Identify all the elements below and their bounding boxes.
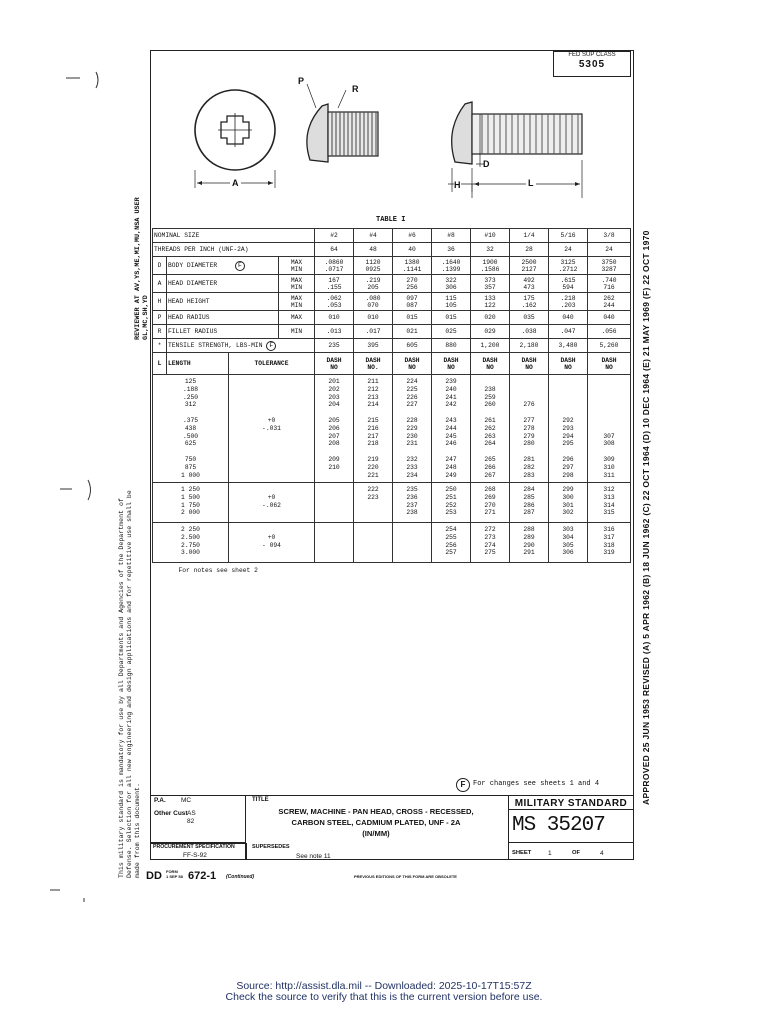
head-radius-row bbox=[153, 311, 631, 325]
dash-header: DASH NO bbox=[588, 353, 631, 375]
ms-number: MS 35207 bbox=[512, 814, 605, 837]
title-label: TITLE bbox=[252, 797, 269, 803]
dash-header: DASH NO bbox=[315, 353, 354, 375]
row-symbol: A bbox=[153, 275, 167, 293]
value-cell: 015 bbox=[393, 311, 432, 325]
value-cell: 040 bbox=[588, 311, 631, 325]
value-cell: 2500 2127 bbox=[510, 257, 549, 275]
length-group-row bbox=[153, 375, 631, 483]
row-symbol: L bbox=[153, 353, 167, 375]
dash-cell: 222 223 bbox=[354, 483, 393, 523]
value-cell: 5,260 bbox=[588, 339, 631, 353]
value-cell: 1900 .1586 bbox=[471, 257, 510, 275]
supersedes-value: See note 11 bbox=[296, 853, 331, 860]
sheet-label: SHEET bbox=[512, 850, 532, 856]
ms-block bbox=[508, 795, 634, 843]
value-cell: .219 205 bbox=[354, 275, 393, 293]
value-cell: 029 bbox=[471, 325, 510, 339]
proc-spec-label: PROCUREMENT SPECIFICATION bbox=[153, 844, 235, 850]
value-cell: .013 bbox=[315, 325, 354, 339]
dash-cell bbox=[393, 523, 432, 563]
length-header-row bbox=[153, 353, 631, 375]
fsc-value: 5305 bbox=[578, 59, 606, 70]
length-header: LENGTH bbox=[167, 353, 229, 375]
value-cell: 021 bbox=[393, 325, 432, 339]
dash-header: DASH NO bbox=[393, 353, 432, 375]
value-cell: 492 473 bbox=[510, 275, 549, 293]
fsc-label: FED SUP CLASS bbox=[568, 52, 616, 58]
custodian-list: REVIEWER AT AV,YS,ME,MI,MU,NSA USER GL,MC,SH,YD bbox=[134, 197, 150, 340]
tensile-row bbox=[153, 339, 631, 353]
row-maxmin: MIN bbox=[279, 325, 315, 339]
row-symbol: * bbox=[153, 339, 167, 353]
label-l: L bbox=[528, 178, 534, 188]
value-cell: 322 306 bbox=[432, 275, 471, 293]
dash-cell bbox=[315, 483, 354, 523]
row-maxmin: MAX MIN bbox=[279, 257, 315, 275]
dash-cell: 250 251 252 253 bbox=[432, 483, 471, 523]
of-label: OF bbox=[572, 850, 581, 856]
value-cell: .038 bbox=[510, 325, 549, 339]
row-label: HEAD HEIGHT bbox=[167, 293, 279, 311]
notes-reference: For notes see sheet 2 bbox=[178, 567, 258, 574]
size-cell: 1/4 bbox=[510, 229, 549, 243]
dash-cell: 224 225 226 227 228 229 230 231 232 233 234 bbox=[393, 375, 432, 483]
label-a: A bbox=[232, 178, 239, 188]
threads-label: THREADS PER INCH (UNF-2A) bbox=[153, 243, 315, 257]
value-cell: .080 070 bbox=[354, 293, 393, 311]
value-cell: 097 087 bbox=[393, 293, 432, 311]
row-symbol: R bbox=[153, 325, 167, 339]
supersedes-label: SUPERSEDES bbox=[252, 844, 290, 850]
dash-header: DASH NO. bbox=[354, 353, 393, 375]
row-symbol: P bbox=[153, 311, 167, 325]
value-cell: 270 256 bbox=[393, 275, 432, 293]
body-diameter-label: BODY DIAMETER bbox=[168, 261, 218, 269]
dash-cell: 284 285 286 287 bbox=[510, 483, 549, 523]
label-p: P bbox=[298, 76, 305, 86]
row-label: FILLET RADIUS bbox=[167, 325, 279, 339]
other-cust-label: Other Cust bbox=[154, 810, 188, 817]
threads-cell: 48 bbox=[354, 243, 393, 257]
pa-value: MC bbox=[181, 797, 192, 804]
dash-cell: 211 212 213 214 215 216 217 218 219 220 221 bbox=[354, 375, 393, 483]
pa-label: P.A. bbox=[154, 797, 166, 804]
verify-line: Check the source to verify that this is the current version before use. bbox=[225, 991, 543, 1003]
value-cell: 3125 .2712 bbox=[549, 257, 588, 275]
value-cell: 175 .162 bbox=[510, 293, 549, 311]
value-cell: .047 bbox=[549, 325, 588, 339]
value-cell: 025 bbox=[432, 325, 471, 339]
length-values: 2 250 2.500 2.750 3.000 bbox=[153, 523, 229, 563]
threads-cell: 64 bbox=[315, 243, 354, 257]
tolerance-value: +0 -.062 bbox=[229, 483, 315, 523]
dash-cell: 272 273 274 275 bbox=[471, 523, 510, 563]
change-f-symbol: F bbox=[235, 261, 245, 271]
value-cell: .218 .203 bbox=[549, 293, 588, 311]
value-cell: 3,480 bbox=[549, 339, 588, 353]
value-cell: 010 bbox=[315, 311, 354, 325]
value-cell: .615 594 bbox=[549, 275, 588, 293]
value-cell: 010 bbox=[354, 311, 393, 325]
size-cell: #2 bbox=[315, 229, 354, 243]
value-cell: 395 bbox=[354, 339, 393, 353]
dash-cell: 307 308 309 310 311 bbox=[588, 375, 631, 483]
threads-cell: 24 bbox=[549, 243, 588, 257]
row-maxmin: MAX MIN bbox=[279, 293, 315, 311]
mandatory-statement: This military standard is mandatory for use by all Departments and Agencies of the Department of Defense. Selection for all new engineering and design applications and for repetitive use shall be made from this document. bbox=[118, 490, 142, 878]
dimensions-table bbox=[152, 228, 631, 585]
row-maxmin: MAX MIN bbox=[279, 275, 315, 293]
head-diameter-row bbox=[153, 275, 631, 293]
dash-cell: 268 269 270 271 bbox=[471, 483, 510, 523]
label-h: H bbox=[454, 180, 461, 190]
dash-cell bbox=[315, 523, 354, 563]
body-diameter-row bbox=[153, 257, 631, 275]
tolerance-value: +0 -.031 bbox=[229, 375, 315, 483]
value-cell: .056 bbox=[588, 325, 631, 339]
dash-cell: 303 304 305 306 bbox=[549, 523, 588, 563]
tensile-label: TENSILE STRENGTH, LBS-MIN bbox=[168, 341, 263, 349]
table-title: TABLE I bbox=[376, 216, 406, 224]
row-label bbox=[167, 339, 315, 353]
size-cell: #10 bbox=[471, 229, 510, 243]
dash-cell: 316 317 318 319 bbox=[588, 523, 631, 563]
divider bbox=[508, 843, 509, 860]
divider bbox=[246, 843, 247, 860]
change-symbol-f: F bbox=[456, 778, 470, 792]
dash-header: DASH NO bbox=[510, 353, 549, 375]
dash-cell: 276 277 278 279 280 281 282 283 bbox=[510, 375, 549, 483]
threads-cell: 32 bbox=[471, 243, 510, 257]
value-cell: 133 122 bbox=[471, 293, 510, 311]
revision-history: APPROVED 25 JUN 1953 REVISED (A) 5 APR 1962 (B) 18 JUN 1962 (C) 22 OCT 1964 (D) 10 DEC 1964 (E) 21 MAY 1969 (F) 22 OCT 1970 bbox=[641, 230, 651, 805]
fillet-radius-row bbox=[153, 325, 631, 339]
dash-header: DASH NO bbox=[471, 353, 510, 375]
value-cell: 1120 0925 bbox=[354, 257, 393, 275]
label-r: R bbox=[352, 84, 359, 94]
value-cell: .017 bbox=[354, 325, 393, 339]
dash-cell: 254 255 256 257 bbox=[432, 523, 471, 563]
value-cell: 015 bbox=[432, 311, 471, 325]
threads-row bbox=[153, 243, 631, 257]
proc-spec-value: FF-S-92 bbox=[183, 852, 207, 859]
other-cust-value: AS 82 bbox=[187, 810, 196, 825]
title-line-1: SCREW, MACHINE - PAN HEAD, CROSS - RECESSED, bbox=[278, 807, 474, 816]
proc-spec-block bbox=[150, 843, 246, 860]
size-cell: #4 bbox=[354, 229, 393, 243]
changes-note: For changes see sheets 1 and 4 bbox=[473, 780, 600, 788]
size-cell: #8 bbox=[432, 229, 471, 243]
value-cell: 040 bbox=[549, 311, 588, 325]
notes-row bbox=[153, 563, 631, 586]
value-cell: 880 bbox=[432, 339, 471, 353]
row-symbol: H bbox=[153, 293, 167, 311]
size-cell: 5/16 bbox=[549, 229, 588, 243]
dash-cell: 201 202 203 204 205 206 207 208 209 210 bbox=[315, 375, 354, 483]
row-maxmin: MAX bbox=[279, 311, 315, 325]
value-cell: .740 716 bbox=[588, 275, 631, 293]
value-cell: 1,200 bbox=[471, 339, 510, 353]
dash-cell: 312 313 314 315 bbox=[588, 483, 631, 523]
dash-cell: 288 289 290 291 bbox=[510, 523, 549, 563]
source-line: Source: http://assist.dla.mil -- Downloaded: 2025-10-17T15:57Z bbox=[236, 980, 532, 992]
value-cell: .1640 .1399 bbox=[432, 257, 471, 275]
change-f-symbol: F bbox=[266, 341, 276, 351]
dash-cell: 299 300 301 302 bbox=[549, 483, 588, 523]
military-standard-label: MILITARY STANDARD bbox=[514, 798, 628, 809]
pa-block bbox=[150, 795, 246, 843]
value-cell: .0860 .0717 bbox=[315, 257, 354, 275]
threads-cell: 36 bbox=[432, 243, 471, 257]
form-id: DD bbox=[146, 870, 162, 882]
length-values: 1 250 1 500 1 750 2 000 bbox=[153, 483, 229, 523]
size-row bbox=[153, 229, 631, 243]
title-line-2: CARBON STEEL, CADMIUM PLATED, UNF - 2A bbox=[291, 818, 461, 827]
form-continued: (Continued) bbox=[226, 874, 255, 880]
value-cell: 605 bbox=[393, 339, 432, 353]
value-cell: 2,180 bbox=[510, 339, 549, 353]
value-cell: 035 bbox=[510, 311, 549, 325]
title-line-3: (IN/MM) bbox=[362, 829, 390, 838]
form-number: 672-1 bbox=[188, 870, 217, 882]
dash-cell: 292 293 294 295 296 297 298 bbox=[549, 375, 588, 483]
dash-header: DASH NO bbox=[549, 353, 588, 375]
row-label bbox=[167, 257, 279, 275]
value-cell: 373 357 bbox=[471, 275, 510, 293]
size-header: NOMINAL SIZE bbox=[153, 229, 315, 243]
dash-cell: 238 259 260 261 262 263 264 265 266 267 bbox=[471, 375, 510, 483]
dash-header: DASH NO bbox=[432, 353, 471, 375]
value-cell: 167 .155 bbox=[315, 275, 354, 293]
sheet-number: 1 bbox=[548, 850, 552, 857]
value-cell: 1380 .1141 bbox=[393, 257, 432, 275]
row-symbol: D bbox=[153, 257, 167, 275]
threads-cell: 28 bbox=[510, 243, 549, 257]
length-group-row bbox=[153, 483, 631, 523]
size-cell: 3/8 bbox=[588, 229, 631, 243]
value-cell: .062 .053 bbox=[315, 293, 354, 311]
head-height-row bbox=[153, 293, 631, 311]
previous-editions-note: PREVIOUS EDITIONS OF THIS FORM ARE OBSOLETE bbox=[354, 874, 457, 879]
threads-cell: 24 bbox=[588, 243, 631, 257]
document-title bbox=[246, 806, 506, 839]
label-d: D bbox=[483, 159, 490, 169]
sheet-total: 4 bbox=[600, 850, 604, 857]
tolerance-value: +0 - 094 bbox=[229, 523, 315, 563]
dash-cell: 239 240 241 242 243 244 245 246 247 248 249 bbox=[432, 375, 471, 483]
tolerance-header: TOLERANCE bbox=[229, 353, 315, 375]
row-label: HEAD DIAMETER bbox=[167, 275, 279, 293]
value-cell: 262 244 bbox=[588, 293, 631, 311]
screw-drawing bbox=[150, 72, 630, 222]
value-cell: 3750 3287 bbox=[588, 257, 631, 275]
dash-cell bbox=[354, 523, 393, 563]
row-label: HEAD RADIUS bbox=[167, 311, 279, 325]
value-cell: 115 105 bbox=[432, 293, 471, 311]
dash-cell: 235 236 237 238 bbox=[393, 483, 432, 523]
divider bbox=[509, 809, 633, 810]
form-label: FORM 1 SEP 58 bbox=[166, 869, 183, 879]
value-cell: 020 bbox=[471, 311, 510, 325]
value-cell: 235 bbox=[315, 339, 354, 353]
threads-cell: 40 bbox=[393, 243, 432, 257]
size-cell: #6 bbox=[393, 229, 432, 243]
length-group-row bbox=[153, 523, 631, 563]
length-values: 125 .188 .250 312 .375 438 .500 625 750 875 1 000 bbox=[153, 375, 229, 483]
